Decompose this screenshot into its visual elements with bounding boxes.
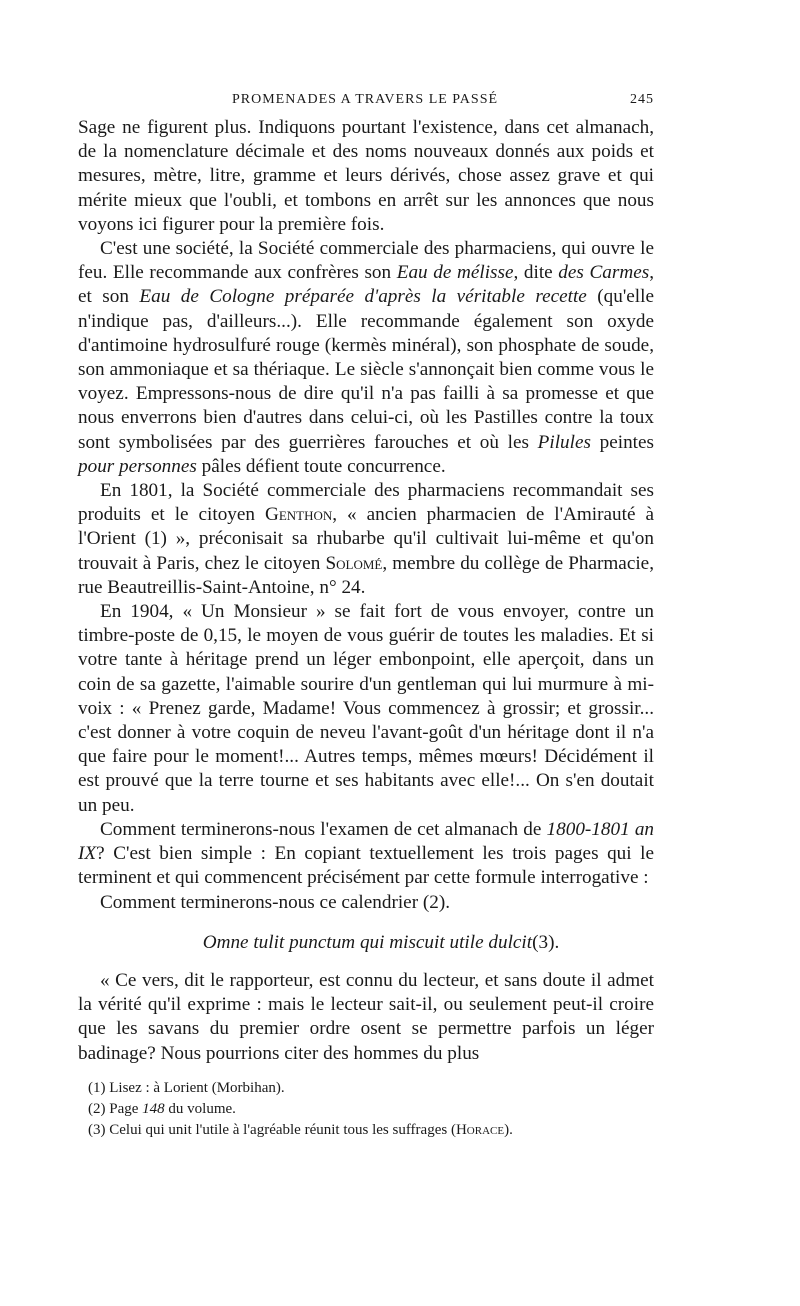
running-header [78,92,654,116]
text-run: Comment terminerons-nous l'examen de cet almanach de [100,818,547,840]
italic-run: Eau de mélisse [396,262,514,284]
smallcaps-name: Horace [455,1122,505,1138]
text-run: C'est une société, la Société commerciale des pharmaciens, qui ouvre le feu. Elle recommande aux confrères son [78,238,654,284]
epigraph-verse: Omne tulit punctum qui miscuit utile dulcit [202,931,533,953]
text-run: ? C'est bien simple : En copiant textuellement les trois pages qui le terminent et qui commencent précisément par cette formule interrogative : [78,843,654,889]
text-run: peintes [590,431,654,453]
paragraph-7: « Ce vers, dit le rapporteur, est connu du lecteur, et sans doute il admet la vérité qu'il exprime : mais le lecteur sait-il, ou seulement peut-il croire que les savans du premier ordre osent se permettre parfois un léger badinage? Nous pourrions citer des hommes du plus [78,969,654,1064]
smallcaps-name: Solomé [325,552,383,574]
text-run: (3) Celui qui unit l'utile à l'agréable réunit tous les suffrages ( [88,1122,456,1138]
italic-run: Eau de Cologne préparée d'après la véritable recette [139,286,587,308]
text-run: du volume. [164,1101,236,1117]
text-run: En 1801, la Société commerciale des pharmaciens recommandait ses produits et le citoyen [78,480,654,526]
body-text [78,116,654,1066]
text-run: (qu'elle n'indique pas, d'ailleurs...). Elle recommande également son oxyde d'antimoine hydrosulfuré rouge (kermès minéral), son phosphate de soude, son ammoniaque et sa thériaque. Le siècle s'annonçait bien comme vous le voyez. Empressons-nous de dire qu'il n'a pas failli à sa promesse et que nous enverrons bien d'autres dans celui-ci, où les Pastilles contre la toux sont symbolisées par des guerrières farouches et où les [78,286,654,453]
text-run: , « ancien pharmacien de l'Amirauté à l'Orient (1) », préconisait sa rhubarbe qu'il cultivait lui-même et qu'on trouvait à Paris, chez le citoyen [78,504,654,574]
footnote-3 [78,1120,654,1141]
paragraph-4: En 1904, « Un Monsieur » se fait fort de vous envoyer, contre un timbre-poste de 0,15, le moyen de vous guérir de toutes les maladies. Et si votre tante à héritage prend un léger embonpoint, elle aperçoit, dans un coin de sa gazette, l'aimable sourire d'un gentleman qui lui murmure à mi-voix : « Prenez garde, Madame! Vous commencez à grossir; et grossir... c'est donner à votre coquin de neveu l'avant-goût d'un héritage dont il n'a que faire pour le moment!... Autres temps, mêmes mœurs! Décidément il est prouvé que la terre tourne et ses habitants avec elle!... On s'en doutait un peu. [78,601,654,816]
text-run: (2) Page [88,1101,143,1117]
epigraph [78,931,654,955]
text-run: , dite [513,262,559,284]
footnote-2 [78,1099,654,1120]
epigraph-note-ref: (3). [532,931,560,953]
page-number: 245 [630,92,654,107]
italic-run: 1800-1801 an IX [78,818,655,865]
italic-run: pour personnes [78,455,197,477]
footnote-1: (1) Lisez : à Lorient (Morbihan). [88,1080,285,1096]
text-run: , membre du collège de Pharmacie, rue Beautreillis-Saint-Antoine, n° 24. [78,552,654,598]
paragraph-1: Sage ne figurent plus. Indiquons pourtant l'existence, dans cet almanach, de la nomenclature décimale et des noms nouveaux donnés aux poids et mesures, mètre, litre, gramme et leurs dérivés, chose assez grave et qui mérite mieux que l'oubli, et tombons en arrêt sur les annonces que nous voyons ici figurer pour la première fois. [78,117,654,235]
running-title: PROMENADES A TRAVERS LE PASSÉ [232,92,499,107]
paragraph-6: Comment terminerons-nous ce calendrier (2). [100,891,451,913]
italic-run: des Carmes [558,262,650,284]
text-run: , et son [78,262,654,308]
text-run: pâles défient toute concurrence. [196,455,446,477]
text-run: ). [504,1122,513,1138]
italic-run: 148 [142,1101,165,1117]
page [78,92,654,1066]
paragraph-5 [78,818,654,891]
footnotes [78,1078,654,1141]
paragraph-2 [78,237,654,479]
italic-run: Pilules [537,431,591,453]
paragraph-3 [78,479,654,600]
smallcaps-name: Genthon [264,504,333,526]
